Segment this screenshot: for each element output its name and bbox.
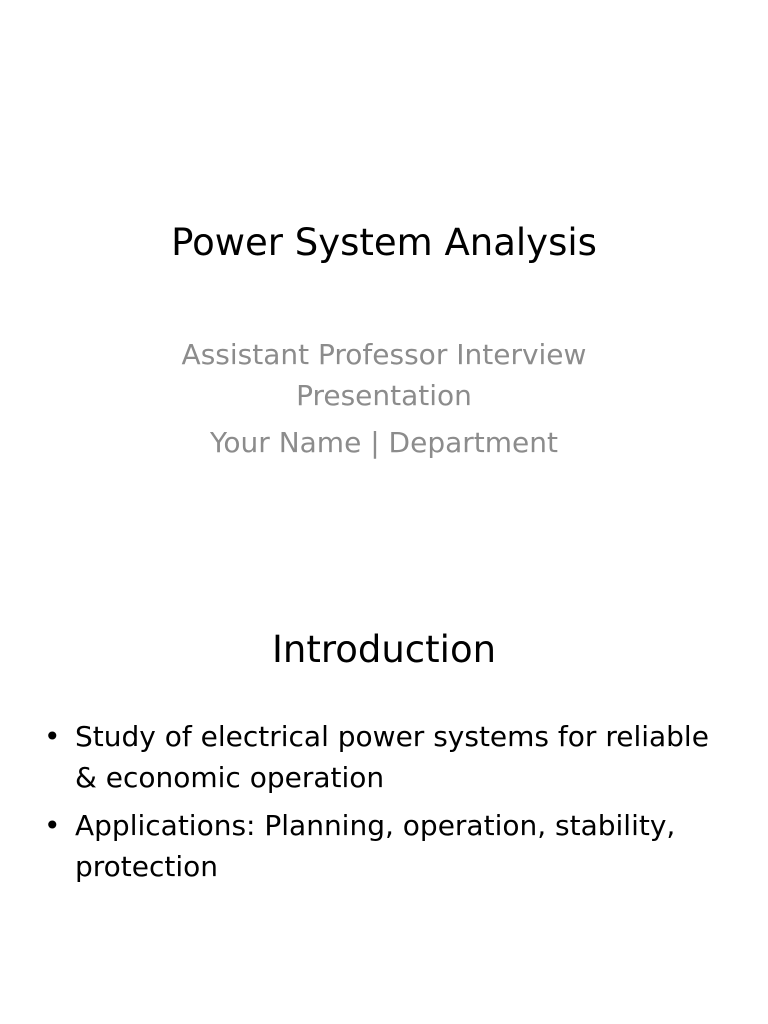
bullet-item [44, 805, 724, 887]
introduction-heading: Introduction [271, 628, 497, 671]
subtitle-line-name: Your Name | Department [210, 426, 558, 459]
bullet-dot-icon: • [44, 720, 61, 753]
bullet-text: Applications: Planning, operation, stability, protection [75, 809, 676, 883]
slide-introduction [0, 512, 768, 1024]
subtitle-line-role: Assistant Professor Interview Presentation [181, 338, 587, 412]
bullet-dot-icon: • [44, 809, 61, 842]
bullet-list [44, 716, 724, 894]
bullet-text: Study of electrical power systems for reliable & economic operation [75, 720, 709, 794]
slide-subtitle [0, 334, 768, 463]
bullet-item [44, 716, 724, 798]
slide-title-heading: Power System Analysis [171, 221, 597, 264]
